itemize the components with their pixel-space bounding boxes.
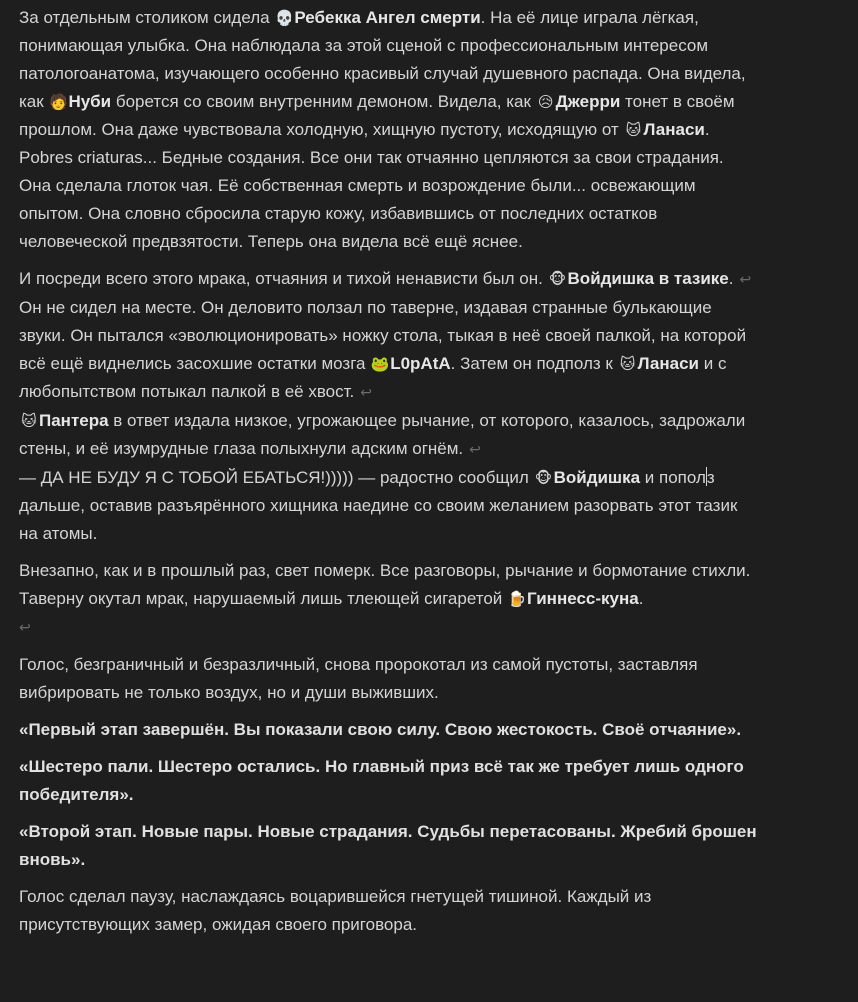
character-name: Пантера bbox=[39, 411, 109, 430]
paragraph-rebecca: За отдельным столиком сидела 💀Ребекка Ангел смерти. На её лице играла лёгкая, понимающая улыбка. Она наблюдала за этой сценой с профессиональным интересом патологоанатома, изучающего особенно красивый случай душевного распада. Она видела, как 🧑Нуби борется со своим внутренним демоном. Видела, как 😥 Джерри тонет в своём прошлом. Она даже чувствовала холодную, хищную пустоту, исходящую от 🐱 Ланаси. Pobres criaturas... Бедные создания. Все они так отчаянно цепляются за свои страдания. Она сделала глоток чая. Её собственная смерть и возрождение были... освежающим опытом. Она словно сбросила старую кожу, избавившись от последних остатков человеческой предвзятости. Теперь она видела всё ещё яснее. bbox=[19, 4, 759, 256]
paragraph-voice: Голос, безграничный и безразличный, снова пророкотал из самой пустоты, заставляя вибрировать не только воздух, но и души выживших. bbox=[19, 655, 698, 702]
quote-six-fell: «Шестеро пали. Шестеро остались. Но главный приз всё так же требует лишь одного победителя». bbox=[19, 757, 744, 804]
line-break-icon: ↩ bbox=[739, 272, 752, 288]
monkey-icon: 🐵 bbox=[548, 270, 567, 288]
line-break-icon: ↩ bbox=[469, 442, 481, 458]
character-name: Нуби bbox=[68, 92, 112, 111]
foreign-phrase: Pobres criaturas... bbox=[19, 148, 157, 167]
paragraph-voidishka-intro: И посреди всего этого мрака, отчаяния и тихой ненависти был он. 🐵Войдишка в тазике. ↩ bbox=[19, 265, 759, 294]
character-name: L0pAtA bbox=[390, 354, 451, 373]
character-name: Ланаси bbox=[637, 354, 700, 373]
cat-icon: 🐱 bbox=[625, 121, 642, 139]
character-name: Ребекка Ангел смерти bbox=[294, 8, 481, 27]
character-name: Джерри bbox=[555, 92, 621, 111]
cat-icon: 🐱 bbox=[21, 412, 37, 430]
quote-stage-two: «Второй этап. Новые пары. Новые страдания. Судьбы перетасованы. Жребий брошен вновь». bbox=[19, 822, 757, 869]
beer-icon: 🍺 bbox=[507, 590, 527, 608]
character-name: Войдишка в тазике bbox=[567, 269, 729, 288]
person-icon: 🧑 bbox=[49, 93, 68, 111]
line-break-icon: ↩ bbox=[19, 620, 31, 636]
line-break-icon: ↩ bbox=[360, 385, 372, 401]
cat-icon: 🐱 bbox=[619, 355, 636, 373]
paragraph-voidishka-shout: — ДА НЕ БУДУ Я С ТОБОЙ ЕБАТЬСЯ!))))) — радостно сообщил 🐵Войдишка и пополз дальше, оставив разъярённого хищника наедине со своим желанием разорвать этот тазик на атомы. bbox=[19, 464, 759, 548]
paragraph-voidishka-crawl: Он не сидел на месте. Он деловито ползал по таверне, издавая странные булькающие звуки. Он пытался «эволюционировать» ножку стола, тыкая в неё своей палкой, на которой всё ещё виднелись засохшие остатки мозга 🐸L0pAtA. Затем он подполз к 🐱 Ланаси и с любопытством потыкал палкой в её хвост. ↩ bbox=[19, 298, 747, 401]
skull-icon: 💀 bbox=[275, 9, 294, 27]
paragraph-panthera: 🐱 Пантера в ответ издала низкое, угрожающее рычание, от которого, казалось, задрожали стены, и её изумрудные глаза полыхнули адским огнём. ↩ bbox=[19, 407, 759, 464]
sad-face-icon: 😥 bbox=[537, 93, 554, 111]
paragraph-pause: Голос сделал паузу, наслаждаясь воцарившейся гнетущей тишиной. Каждый из присутствующих замер, ожидая своего приговора. bbox=[19, 887, 652, 934]
character-name: Войдишка bbox=[553, 468, 641, 487]
paragraph-darkness: Внезапно, как и в прошлый раз, свет померк. Все разговоры, рычание и бормотание стихли. Таверну окутал мрак, нарушаемый лишь тлеющей сигаретой 🍺Гиннесс-куна. ↩ bbox=[19, 561, 751, 636]
character-name: Ланаси bbox=[643, 120, 705, 139]
frog-icon: 🐸 bbox=[370, 355, 390, 373]
character-name: Гиннесс-куна bbox=[527, 589, 639, 608]
quote-stage-one: «Первый этап завершён. Вы показали свою силу. Свою жестокость. Своё отчаяние». bbox=[19, 720, 742, 739]
monkey-icon: 🐵 bbox=[534, 469, 553, 487]
